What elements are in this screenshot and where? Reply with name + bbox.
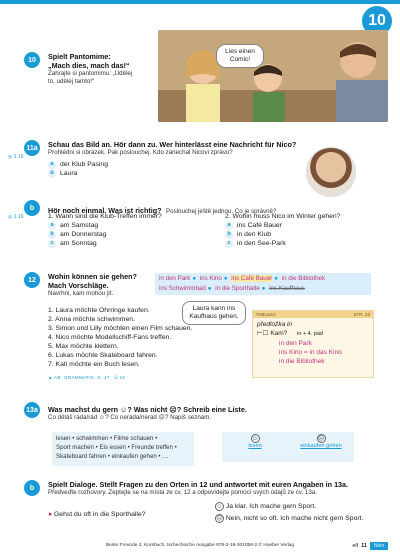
option-text: am Sonntag (60, 240, 97, 247)
exercise-12-badge: 12 (24, 272, 40, 288)
dialog-answer-yes-text: Ja klar. Ich mache gern Sport. (225, 503, 317, 510)
exercise-12-sub: Navrhni, kam mohou jít. (48, 290, 114, 297)
grammar-reference[interactable]: ▲ AB: GRAMMATIK, S. 17 Ü 16 (48, 375, 126, 380)
word-line: Skateboard fahren • einkaufen gehen • … (56, 453, 169, 460)
pantomime-illustration (158, 30, 388, 122)
tip-case: in + 4. pád (297, 331, 323, 337)
place-kino: ins Kino (199, 275, 222, 282)
exercise-12-title-1: Wohin können sie gehen? (48, 272, 137, 281)
dialog-answer-yes (215, 502, 316, 511)
place-park: in den Park (159, 275, 191, 282)
activity-word-box (52, 432, 194, 466)
question-2: 2. Wohin muss Nico im Winter gehen? (225, 213, 341, 220)
brand-tag: Nico (370, 542, 388, 550)
dialog-question (48, 510, 145, 519)
option-letter: c (225, 240, 233, 248)
exercise-10-badge: 10 (24, 52, 40, 68)
dialog-answer-no-text: Nein, nicht so oft. Ich mache nicht gern Sport. (225, 515, 364, 522)
exercise-13a-sub: Co děláš ráda/rád ☺? Co nerada/nerad ☹? Napiš seznam. (48, 414, 212, 421)
q2-option-a[interactable] (225, 221, 385, 230)
option-letter: b (225, 231, 233, 239)
smiley-icon: ☺ (216, 504, 223, 510)
speech-bubble-comic (216, 44, 264, 68)
exercise-10-sub-2: to, udělej tamto!“ (48, 78, 95, 85)
option-text: in den Klub (237, 231, 272, 238)
list-item: 3. Simon und Lilly möchten einen Film schauen. (48, 325, 193, 332)
exercise-13b-title: Spielt Dialoge. Stellt Fragen zu den Orten in 12 und antwortet mit euren Angaben in 13a. (48, 480, 349, 489)
dialog-answer-no (215, 514, 363, 523)
page-label: elf (352, 543, 359, 549)
option-letter: c (48, 240, 56, 248)
option-text: am Samstag (60, 222, 99, 229)
exercise-12-header (48, 272, 152, 298)
exercise-11a-text (48, 140, 306, 178)
question-2-block (225, 212, 385, 248)
option-letter: b (48, 231, 56, 239)
exercise-10-title-2: „Mach dies, mach das!“ (48, 61, 130, 70)
option-text: Laura (60, 170, 78, 177)
exercise-11b-title: Hör noch einmal. Was ist richtig? (48, 206, 162, 215)
likes-example: lesen (248, 443, 262, 449)
chapter-badge: 10 (362, 6, 392, 36)
tip-question (257, 329, 369, 339)
q2-option-c[interactable] (225, 239, 385, 248)
likes-table (222, 432, 354, 462)
option-letter: a (225, 222, 233, 230)
q1-option-b[interactable] (48, 230, 218, 239)
exercise-11a-sub: Prohlédni si obrázek. Pak poslouchej. Kdo zanechal Nicovi zprávu? (48, 149, 233, 156)
list-item: 4. Nico möchte Modellschiff-Fans treffen. (48, 334, 172, 341)
tip-question-word: Kam? (270, 330, 288, 337)
frowny-icon: ☹ (216, 516, 223, 522)
photo-nico (306, 147, 356, 197)
question-1-block (48, 212, 218, 248)
speech-line-1: Laura kann ins (192, 305, 236, 312)
exercise-10-sub-1: Zahrajte si pantomimu: „Udělej (48, 70, 133, 77)
places-row-1: in den Park ● ins Kino ● ins Café Bauer ● in die Bibliothek (159, 275, 326, 282)
page-indicator (352, 542, 388, 550)
option-text: ins Café Bauer (237, 222, 282, 229)
places-word-box (155, 273, 371, 295)
exercise-11a-options (48, 160, 306, 178)
footer-copyright: Beste Freunde 2, Kursbuch, tschechische Ausgabe 978-3-19-301058-2 © Hueber Verlag (105, 543, 295, 548)
speech-line-2: Kaufhaus gehen. (189, 313, 239, 320)
exercise-11a-badge: 11a (24, 140, 40, 156)
frowny-icon: ☹ (317, 436, 325, 442)
dislikes-column (288, 434, 354, 449)
likes-column (222, 434, 288, 449)
grammar-reference-exercise: Ü 16 (114, 375, 126, 380)
tip-line: ins Kino = in das Kino (279, 349, 342, 356)
place-bibliothek: in die Bibliothek (281, 275, 326, 282)
option-letter: a (48, 161, 56, 169)
option-text: am Donnerstag (60, 231, 107, 238)
grammar-reference-text: AB: GRAMMATIK, S. 17 (54, 375, 110, 380)
list-item: 2. Anna möchte schwimmen. (48, 316, 135, 323)
tip-header (253, 311, 373, 318)
list-item: 6. Lukas möchte Skateboard fahren. (48, 352, 158, 359)
exercise-13a-title: Was machst du gern ☺? Was nicht ☹? Schreib eine Liste. (48, 405, 247, 414)
word-line: Sport machen • Eis essen • Freunde treffen • (56, 444, 177, 451)
photo-kids-pantomime (158, 30, 388, 122)
q2-option-b[interactable] (225, 230, 385, 239)
q1-option-a[interactable] (48, 221, 218, 230)
grammar-tip-box (252, 310, 374, 378)
tip-header-right: STR. 22 (353, 312, 370, 317)
exercise-10-title-1: Spielt Pantomime: (48, 52, 111, 61)
audio-track-11a-label: 1 16 (13, 154, 24, 160)
exercise-13b-badge: b (24, 480, 40, 496)
option-11a-a[interactable] (48, 160, 306, 169)
speech-line-1: Lies einen (225, 48, 255, 55)
option-text: in den See-Park (237, 240, 286, 247)
dialog-question-text: Gehst du oft in die Sporthalle? (54, 511, 146, 518)
place-schwimmbad: ins Schwimmbad (159, 285, 206, 292)
exercise-12-list (48, 306, 248, 369)
tip-header-left: TABULKA (256, 312, 277, 317)
exercise-10-text (48, 52, 158, 86)
audio-track-11b[interactable]: ◎ 1 16 (8, 214, 24, 220)
bullet-icon: ● (48, 511, 53, 518)
exercise-11b-sub: Poslouchej ještě jednou. Co je správně? (166, 208, 277, 215)
exercise-13b-header (48, 480, 378, 497)
q1-option-c[interactable] (48, 239, 218, 248)
tip-line: in die Bibliothek (279, 358, 325, 365)
smiley-icon: ☺ (251, 436, 259, 442)
exercise-11a-title: Schau das Bild an. Hör dann zu. Wer hinterlässt eine Nachricht für Nico? (48, 140, 297, 149)
place-sporthalle: in die Sporthalle (215, 285, 260, 292)
audio-track-11b-label: 1 16 (13, 214, 24, 220)
exercise-13a-badge: 13a (24, 402, 40, 418)
exercise-13b-sub: Předveďte rozhovory. Zeptejte se na místa ze cv. 12 a odpovídejte pomocí svých údajů ze cv. 13a. (48, 489, 317, 496)
speech-line-2: Comic! (229, 56, 251, 63)
page-number: 11 (361, 543, 367, 549)
places-row-2: ins Schwimmbad ● in die Sporthalle ● ins Kaufhaus (159, 285, 305, 292)
place-kaufhaus-struck: ins Kaufhaus (269, 285, 305, 292)
option-text: der Klub Pasing (60, 161, 108, 168)
option-letter: a (48, 222, 56, 230)
question-1: 1. Wann sind die Klub-Treffen immer? (48, 213, 162, 220)
exercise-12-title-2: Mach Vorschläge. (48, 281, 109, 290)
place-cafe: ins Café Bauer (231, 275, 273, 282)
list-item: 5. Max möchte klettern. (48, 343, 119, 350)
audio-track-11a[interactable]: ◎ 1 16 (8, 154, 24, 160)
arrow-icon: ⊢☐ (257, 330, 269, 337)
option-11a-b[interactable] (48, 169, 306, 178)
list-item: 1. Laura möchte Ohrringe kaufen. (48, 307, 150, 314)
tip-body (253, 318, 373, 368)
exercise-11b-badge: b (24, 200, 40, 216)
option-letter: b (48, 170, 56, 178)
word-line: lesen • schwimmen • Filme schauen • (56, 435, 158, 442)
dislikes-example: einkaufen gehen (300, 443, 342, 449)
top-band (0, 0, 400, 4)
exercise-13a-header (48, 405, 368, 422)
list-item: 7. Kati möchte ein Buch lesen. (48, 361, 140, 368)
tip-label: předložka in (257, 321, 293, 328)
tip-line: in den Park (279, 340, 312, 347)
